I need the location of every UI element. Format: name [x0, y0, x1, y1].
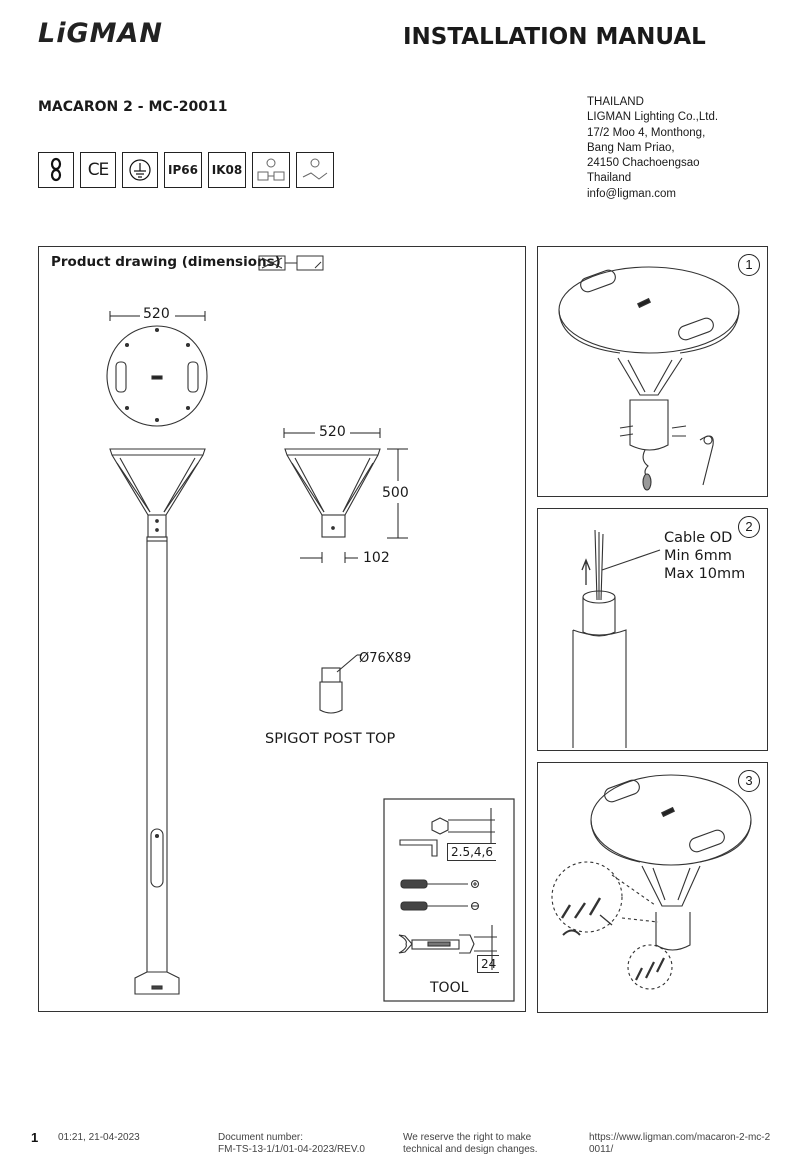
footer-doc-number: FM-TS-13-1/1/01-04-2023/REV.0: [218, 1144, 365, 1155]
address-line: THAILAND: [587, 96, 644, 108]
side-width-label: 520: [319, 424, 346, 440]
footer-url-line[interactable]: 0011/: [589, 1144, 614, 1155]
footer-doc-label: Document number:: [218, 1132, 304, 1143]
ik08-badge: IK08: [208, 152, 246, 188]
document-title: INSTALLATION MANUAL: [403, 24, 706, 50]
product-drawing-title: Product drawing (dimensions): [51, 254, 281, 270]
wrench-size: 24: [477, 955, 499, 973]
step-1-number: 1: [738, 254, 760, 276]
footer-url-line[interactable]: https://www.ligman.com/macaron-2-mc-2: [589, 1132, 771, 1143]
hex-key-sizes: 2.5,4,6: [447, 843, 496, 861]
page-number: 1: [31, 1130, 39, 1145]
spigot-dimension-label: Ø76X89: [359, 651, 412, 666]
cable-spec-line: Min 6mm: [664, 548, 732, 564]
footer-datetime: [58, 1132, 140, 1144]
spigot-caption: SPIGOT POST TOP: [265, 731, 396, 747]
top-width-label: 520: [143, 306, 170, 322]
footer-disclaimer-line: We reserve the right to make: [403, 1132, 532, 1143]
footer-datetime-text: 01:21, 21-04-2023: [58, 1132, 140, 1143]
footer-document-number: [218, 1132, 365, 1156]
footer-disclaimer-line: technical and design changes.: [403, 1144, 538, 1155]
ce-mark-icon: CE: [80, 152, 116, 188]
height-label: 500: [382, 485, 409, 501]
ip66-badge: IP66: [164, 152, 202, 188]
cable-spec-line: Cable OD: [664, 530, 733, 546]
address-line: Thailand: [587, 172, 632, 185]
address-line: LIGMAN Lighting Co.,Ltd.: [587, 111, 719, 124]
address-line: 17/2 Moo 4, Monthong,: [587, 126, 706, 139]
address-line: 24150 Chachoengsao: [587, 157, 700, 170]
tool-caption: TOOL: [430, 980, 469, 996]
cable-spec-line: Max 10mm: [664, 566, 746, 582]
footer-url[interactable]: [589, 1132, 770, 1156]
step-2-number: 2: [738, 516, 760, 538]
spigot-width-label: 102: [363, 550, 390, 566]
step-3-number: 3: [738, 770, 760, 792]
address-line: Bang Nam Priao,: [587, 141, 675, 154]
product-model: MACARON 2 - MC-20011: [38, 99, 228, 115]
ligman-logo: LiGMAN: [38, 18, 163, 49]
address-email: info@ligman.com: [587, 187, 677, 200]
footer-disclaimer: [403, 1132, 538, 1156]
